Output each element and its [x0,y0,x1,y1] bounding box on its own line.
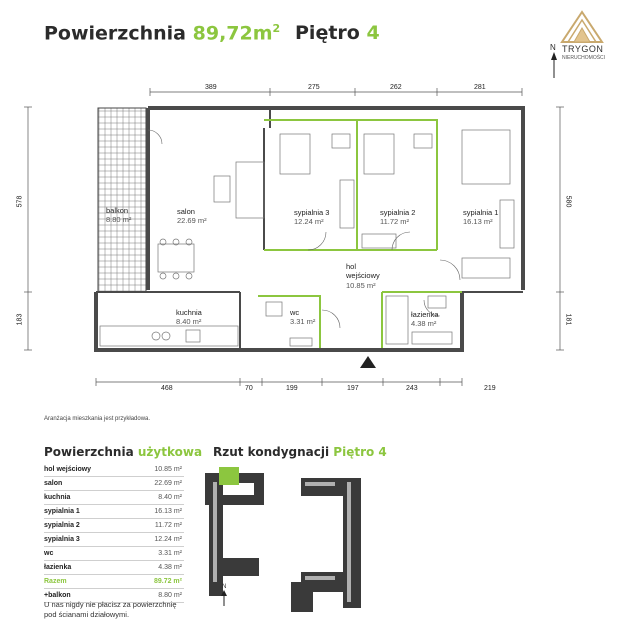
brand-name: TRYGON [562,44,604,54]
area-value: 89,72m [192,22,273,45]
keyplan-title-a: Rzut kondygnacji [213,445,330,459]
dim-bottom-5: 243 [406,385,418,392]
room-salon: salon 22.69 m² [177,207,207,226]
floor-value: 4 [366,22,380,44]
table-title-b: użytkowa [137,445,203,459]
dim-top-1: 389 [205,84,217,91]
dim-top-2: 275 [308,84,320,91]
room-sypialnia-2: sypialnia 2 11.72 m² [380,208,416,227]
floor-label: Piętro [295,22,360,44]
table-row-total: Razem 89.72 m² [44,575,184,589]
keyplan-title [213,445,387,459]
disclaimer: Aranżacja mieszkania jest przykładowa. [44,416,151,422]
table-row-balkon: +balkon 8.80 m² [44,589,184,603]
entrance-marker-icon [360,356,376,368]
keyplan-title-b: Piętro 4 [333,445,387,459]
dim-right-2: 181 [564,313,572,326]
dim-top-3: 262 [390,84,402,91]
table-title-a: Powierzchnia [44,445,134,459]
brand-sub: NIERUCHOMOŚCI [562,55,606,61]
room-kuchnia: kuchnia 8.40 m² [176,308,202,327]
table-row: wc 3.31 m² [44,547,184,561]
table-row: salon 22.69 m² [44,477,184,491]
dim-bottom-2: 70 [245,385,253,392]
dim-bottom-3: 199 [286,385,298,392]
area-sup: 2 [272,22,281,35]
table-row: sypialnia 2 11.72 m² [44,519,184,533]
dim-bottom-1: 468 [161,385,173,392]
area-label: Powierzchnia [44,22,187,45]
room-lazienka: łazienka 4.38 m² [411,310,439,329]
table-row: kuchnia 8.40 m² [44,491,184,505]
room-sypialnia-1: sypialnia 1 16.13 m² [463,208,499,227]
keyplan-north-arrow-icon [220,590,228,606]
footer-note: U nas nigdy nie płacisz za powierzchnię pod ścianami działowymi. [44,600,177,619]
table-row: sypialnia 1 16.13 m² [44,505,184,519]
north-label: N [550,43,556,52]
dim-bottom-4: 197 [347,385,359,392]
dim-bottom-6: 219 [484,385,496,392]
dim-top-4: 281 [474,84,486,91]
keyplan-map [205,462,375,632]
table-row: łazienka 4.38 m² [44,561,184,575]
room-sypialnia-3: sypialnia 3 12.24 m² [294,208,330,227]
dim-right-1: 580 [564,195,572,208]
room-wc: wc 3.31 m² [290,308,316,327]
dim-left-1: 578 [16,195,24,208]
room-hol: hol wejściowy 10.85 m² [346,262,380,290]
table-title [44,445,202,459]
table-row: sypialnia 3 12.24 m² [44,533,184,547]
room-balkon: balkon 8.80 m² [106,206,132,225]
area-table [44,463,184,603]
keyplan-north-label: N [222,584,227,590]
table-row: hol wejściowy 10.85 m² [44,463,184,477]
dim-left-2: 183 [16,313,24,326]
apartment-highlight [219,467,239,485]
